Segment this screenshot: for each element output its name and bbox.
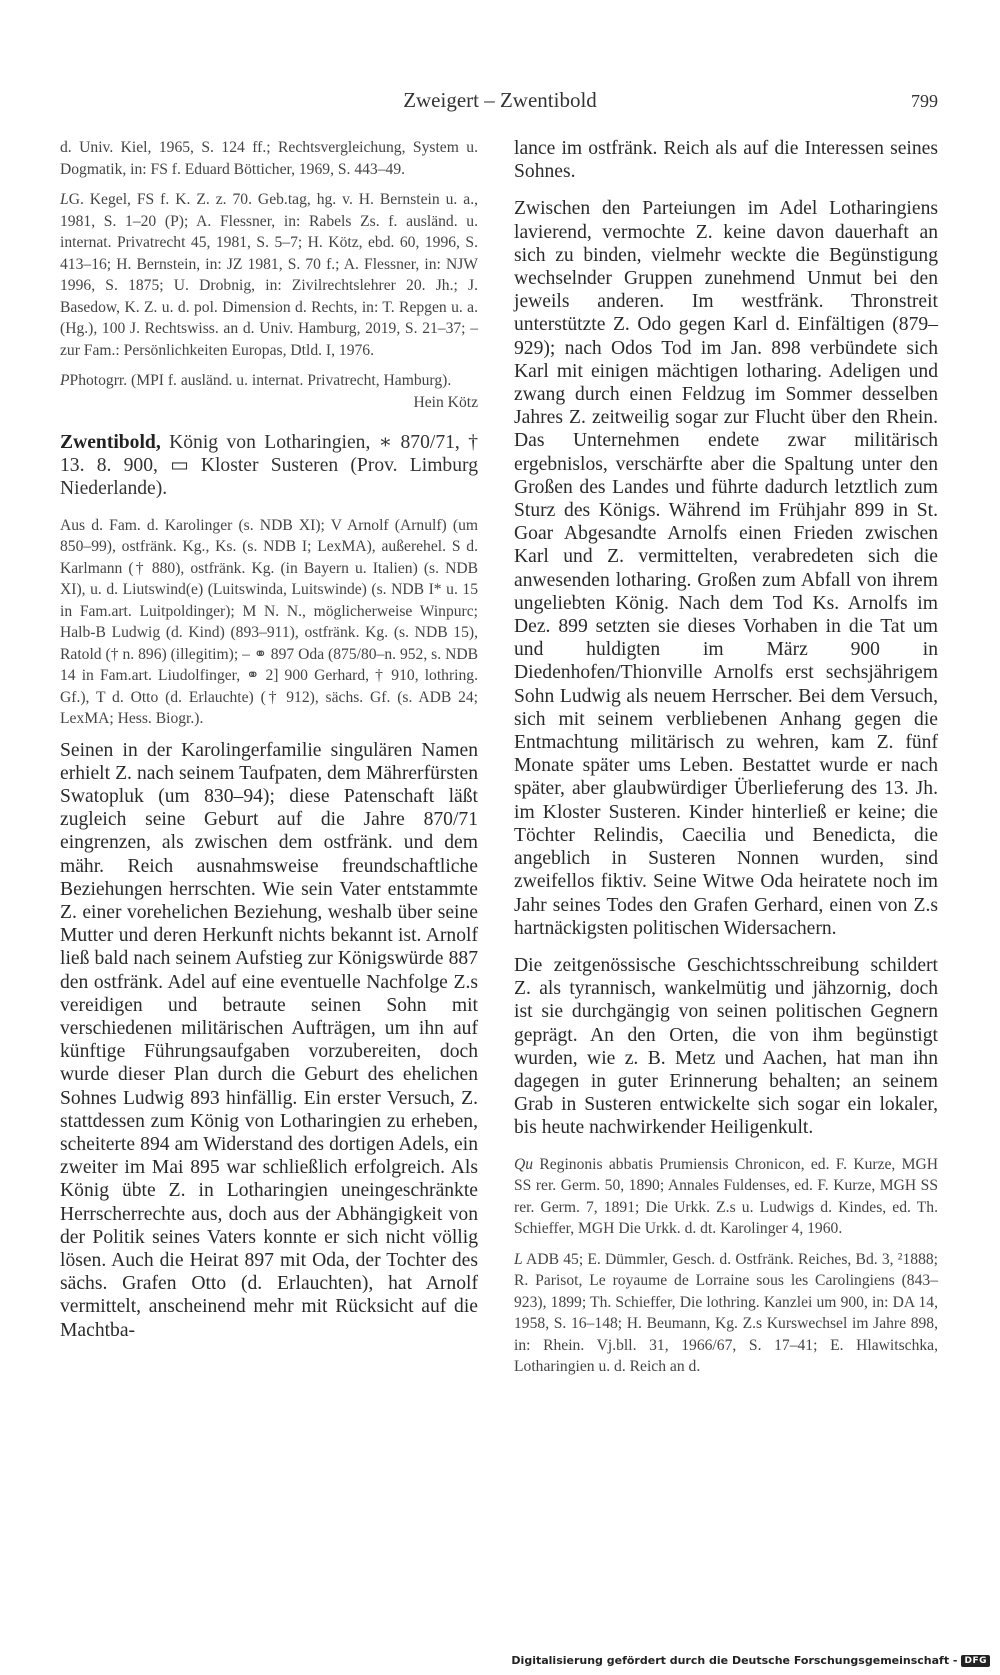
sources-paragraph [514,1154,938,1240]
entry-details: König von Lotharingien, ∗ 870/71, † 13. 8. 900, ▭ Kloster Susteren (Prov. Limburg Niederlande). [60,432,478,500]
author-signature: Hein Kötz [413,393,478,411]
dfg-logo-icon: DFG [961,1655,990,1667]
literature-text-right: ADB 45; E. Dümmler, Gesch. d. Ostfränk. Reiches, Bd. 3, ²1888; R. Parisot, Le royaume de Lorraine sous les Carolingiens (843–923), 1899; Th. Schieffer, Die lothring. Kanzlei um 900, in: DA 14, 1958, S. 16–148; H. Beumann, Kg. Z.s Kurswechsel im Jahre 898, in: Rhein. Vj.bll. 31, 1966/67, S. 17–41; E. Hlawitschka, Lotharingien u. d. Reich an d. [514,1250,938,1376]
literature-label-right: L [514,1250,523,1268]
entry-heading [60,431,478,501]
literature-paragraph-right [514,1249,938,1378]
page-number: 799 [911,91,938,111]
biography-continuation: lance im ostfränk. Reich als auf die Interessen seines Sohnes. [514,138,938,183]
biography-paragraph-2: Zwischen den Parteiungen im Adel Lotharingiens lavierend, vermochte Z. keine davon dauerhaft an sich zu binden, vielmehr weckte die Begünstigung wechselnder Gruppen zunehmend Unmut bei den jeweils anderen. Im westfränk. Thronstreit unterstützte Z. Odo gegen Karl d. Einfältigen (879–929); nach Odos Tod im Jan. 898 verbündete sich Karl mit einigen mächtigen lotharing. Adeligen und zwang durch einen Feldzug im Sommer desselben Jahres Z. zeitweilig sogar zur Flucht über den Rhein. Das Unternehmen endete zwar militärisch ergebnislos, verschärfte aber die Spaltung unter den Großen des Landes und führte dadurch letztlich zum Sturz des Königs. Während im Frühjahr 899 in St. Goar Abgesandte Arnolfs einen Frieden zwischen Karl und Z. vermittelten, verabredeten sich die anwesenden lotharing. Großen zum Abfall von ihrem ungeliebten König. Nach dem Tod Ks. Arnolfs im Dez. 899 setzten sie dieses Vorhaben in die Tat um und huldigten im März 900 in Diedenhofen/Thionville Arnolfs erst sechsjährigem Sohn Ludwig als neuem Herrscher. Bei dem Versuch, sich mit seinem verbliebenen Anhang gegen die Entmachtung militärisch zu wehren, kam Z. fünf Monate später ums Leben. Bestattet wurde er nach später, aber glaubwürdiger Überlieferung des 13. Jh. im Kloster Susteren. Kinder hinterließ er keine; die Töchter Relindis, Caecilia und Benedicta, die angeblich in Susteren Nonnen wurden, sind zweifellos fiktiv. Seine Witwe Oda heiratete noch im Jahr seines Todes den Grafen Gerhard, einen von Z.s hartnäckigsten politischen Widersachern. [514,198,938,939]
literature-text: G. Kegel, FS f. K. Z. z. 70. Geb.tag, hg. v. H. Bernstein u. a., 1981, S. 1–20 (P); A. Flessner, in: Rabels Zs. f. ausländ. u. internat. Privatrecht 45, 1981, S. 5–7; H. Kötz, ebd. 60, 1996, S. 413–16; H. Bernstein, in: JZ 1981, S. 70 f.; A. Flessner, in: NJW 1996, S. 1875; U. Drobnig, in: Zivilrechtslehrer 20. Jh.; J. Basedow, K. Z. u. d. pol. Dimension d. Rechts, in: T. Repgen u. a. (Hg.), 100 J. Rechtswiss. an d. Univ. Hamburg, 2019, S. 21–37; – zur Fam.: Persönlichkeiten Europas, Dtld. I, 1976. [60,191,478,359]
digitization-footer [511,1654,990,1667]
entry-name: Zwentibold, [60,432,161,453]
footer-credit: Digitalisierung gefördert durch die Deutsche Forschungsgemeinschaft - [511,1654,958,1667]
bibliography-continuation: d. Univ. Kiel, 1965, S. 124 ff.; Rechtsvergleichung, System u. Dogmatik, in: FS f. Eduard Bötticher, 1969, S. 443–49. [60,139,478,178]
literature-paragraph [60,189,478,361]
portrait-label: P [60,372,70,389]
portrait-paragraph [60,370,478,392]
sources-label: Qu [514,1155,534,1173]
literature-label: L [60,191,69,208]
genealogy-paragraph: Aus d. Fam. d. Karolinger (s. NDB XI); V Arnolf (Arnulf) (um 850–99), ostfränk. Kg., Ks. (s. NDB I; LexMA), außerehel. S d. Karlmann († 880), ostfränk. Kg. (in Bayern u. Italien) (s. NDB XI), u. d. Liutswind(e) (Luitswinda, Luitswinde) (s. NDB I* u. 15 in Fam.art. Luitpoldinger); M N. N., möglicherweise Winpurc; Halb-B Ludwig (d. Kind) (893–911), ostfränk. Kg. (s. NDB 15), Ratold († n. 896) (illegitim); – ⚭ 897 Oda (875/80–n. 952, s. NDB 14 in Fam.art. Liudolfinger, ⚭ 2] 900 Gerhard, † 910, lothring. Gf.), T d. Otto (d. Erlauchte) († 912), sächs. Gf. (s. ADB 24; LexMA; Hess. Biogr.). [60,516,478,728]
left-column [60,137,478,1342]
right-column [514,137,938,1378]
sources-text: Reginonis abbatis Prumiensis Chronicon, ed. F. Kurze, MGH SS rer. Germ. 50, 1890; Annales Fuldenses, ed. F. Kurze, MGH SS rer. Germ. 7, 1891; Die Urkk. Z.s u. Ludwigs d. Kindes, ed. Th. Schieffer, MGH Die Urkk. d. dt. Karolinger 4, 1960. [514,1155,938,1238]
running-head: Zweigert – Zwentibold [403,88,597,112]
portrait-text: Photogrr. (MPI f. ausländ. u. internat. Privatrecht, Hamburg). [69,372,452,389]
biography-paragraph-3: Die zeitgenössische Geschichtsschreibung schildert Z. als tyrannisch, wankelmütig und jähzornig, doch ist sie durchgängig von seinen politischen Gegnern geprägt. An den Orten, die von ihm begünstigt wurden, wie z. B. Metz und Aachen, hat man ihn dagegen in guter Erinnerung behalten; an seinem Grab in Susteren entwickelte sich sogar ein lokaler, bis heute nachwirkender Heiligenkult. [514,954,938,1139]
biography-text-left: Seinen in der Karolingerfamilie singulären Namen erhielt Z. nach seinem Taufpaten, dem Mährerfürsten Swatopluk (um 830–94); diese Patenschaft läßt zugleich seine Geburt auf die Jahre 870/71 eingrenzen, als zwischen dem ostfränk. und dem mähr. Reich ausnahmsweise freundschaftliche Beziehungen herrschten. Wie sein Vater entstammte Z. einer vorehelichen Beziehung, weshalb über seine Mutter und deren Herkunft nichts bekannt ist. Arnolf ließ bald nach seinem Aufstieg zur Königswürde 887 den ostfränk. Adel auf eine eventuelle Nachfolge Z.s vereidigen und betraute seinen Sohn mit verschiedenen militärischen Aufträgen, um ihn auf künftige Führungsaufgaben vorzubereiten, doch wurde dieser Plan durch die Geburt des ehelichen Sohnes Ludwig 893 hinfällig. Ein erster Versuch, Z. stattdessen zum König von Lotharingien zu erheben, scheiterte 894 am Widerstand des dortigen Adels, ein zweiter im Mai 895 war schließlich erfolgreich. Als König übte Z. in Lotharingien uneingeschränkte Herrscherrechte aus, doch aus der Abhängigkeit von der Politik seines Vaters konnte er sich nicht völlig lösen. Auch die Heirat 897 mit Oda, der Tochter des sächs. Grafen Otto (d. Erlauchten), hat Arnolf vermittelt, anscheinend mehr mit Rücksicht auf die Machtba- [60,739,478,1341]
